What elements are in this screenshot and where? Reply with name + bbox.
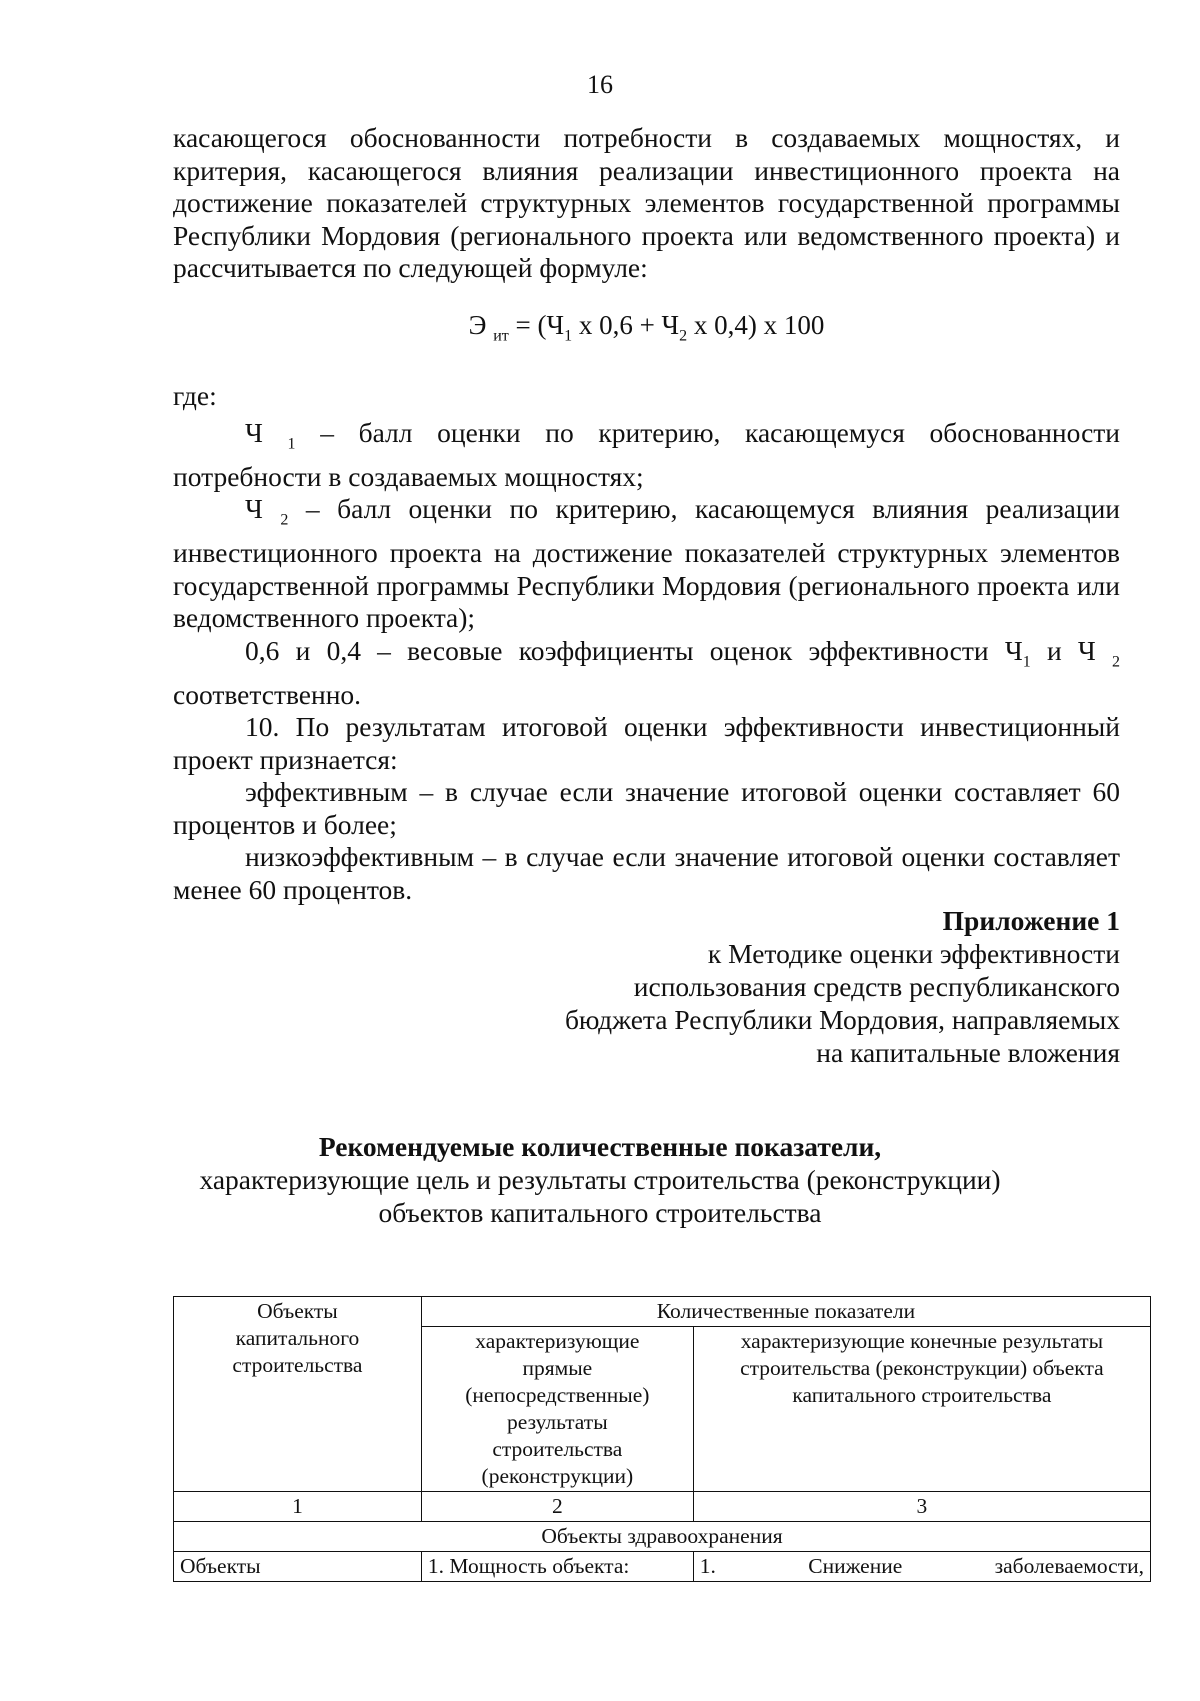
table-title-line: объектов капитального строительства <box>378 1197 822 1228</box>
header-final-results: характеризующие конечные результаты строительства (реконструкции) объекта капитального строительства <box>693 1327 1150 1492</box>
table-number-row <box>174 1492 1151 1522</box>
table-section-row <box>174 1522 1151 1552</box>
page-number: 16 <box>587 70 613 99</box>
header-quantitative: Количественные показатели <box>421 1297 1150 1327</box>
table-title-line: характеризующие цель и результаты строительства (реконструкции) <box>199 1164 1001 1195</box>
table-title-bold: Рекомендуемые количественные показатели, <box>318 1131 882 1162</box>
appendix-line: к Методике оценки эффективности <box>707 938 1120 969</box>
column-number: 3 <box>693 1492 1150 1522</box>
body-text <box>173 122 1120 906</box>
paragraph-continuation: касающегося обоснованности потребности в создаваемых мощностях, и критерия, касающегося влияния реализации инвестиционного проекта на достижение показателей структурных элементов государственной программы Республики Мордовия (регионального проекта или ведомственного проекта) и рассчитывается по следующей формуле: <box>173 122 1120 283</box>
appendix-title: Приложение 1 <box>942 905 1120 936</box>
definition-ch2: Ч $_2$ – балл оценки по критерию, касающемуся влияния реализации инвестиционного проекта на достижение показателей структурных элементов государственной программы Республики Мордовия (регионального проекта или ведомственного проекта); <box>173 493 1121 634</box>
paragraph-effective: эффективным – в случае если значение итоговой оценки составляет 60 процентов и более; <box>173 776 1120 840</box>
appendix-line: использования средств республиканского <box>633 971 1120 1002</box>
header-objects: Объекты капитального строительства <box>174 1297 422 1492</box>
table-header-row <box>174 1297 1151 1327</box>
section-healthcare: Объекты здравоохранения <box>174 1522 1151 1552</box>
paragraph-low-effective: низкоэффективным – в случае если значение итоговой оценки составляет менее 60 процентов. <box>173 841 1120 905</box>
efficiency-formula: Э $_{ит} = (Ч_1$ х $0,6 + Ч_2$ х 0,4) х 100 <box>468 309 825 344</box>
where-label: где: <box>173 380 217 412</box>
definition-ch1: Ч $_1$ – балл оценки по критерию, касающемуся обоснованности потребности в создаваемых мощностях; <box>173 416 1121 492</box>
table-cell: 1. Снижение заболеваемости, <box>693 1552 1150 1582</box>
definition-weights: 0,6 и 0,4 – весовые коэффициенты оценок эффективности $Ч_1$ и Ч $_2$ соответственно. <box>173 634 1121 710</box>
appendix-header <box>500 904 1120 1069</box>
column-number: 1 <box>174 1492 422 1522</box>
indicators-table <box>173 1296 1151 1582</box>
table-title <box>0 1130 1200 1229</box>
appendix-line: на капитальные вложения <box>816 1037 1120 1068</box>
table-cell: 1. Мощность объекта: <box>421 1552 693 1582</box>
header-direct-results: характеризующие прямые (непосредственные) результаты строительства (реконструкции) <box>421 1327 693 1492</box>
table-row <box>174 1552 1151 1582</box>
column-number: 2 <box>421 1492 693 1522</box>
appendix-line: бюджета Республики Мордовия, направляемых <box>564 1004 1120 1035</box>
paragraph-10: 10. По результатам итоговой оценки эффективности инвестиционный проект признается: <box>173 711 1120 775</box>
table-cell: Объекты <box>174 1552 422 1582</box>
